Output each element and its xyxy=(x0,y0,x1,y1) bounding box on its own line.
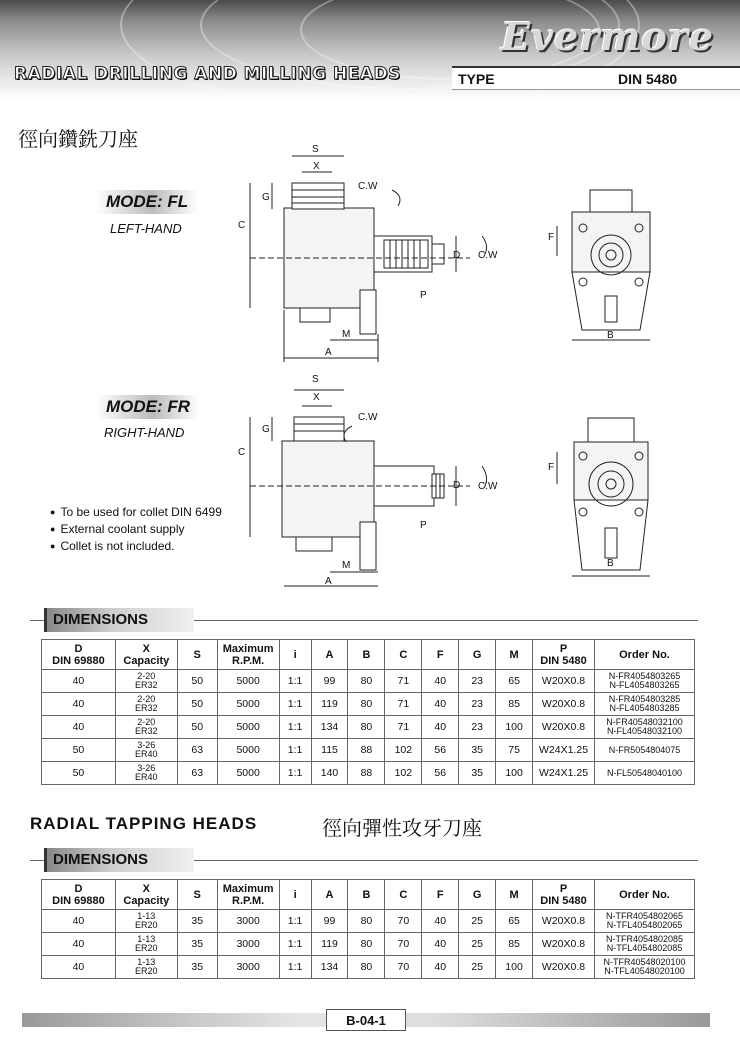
col-c: C xyxy=(385,880,422,910)
dim-x-fr: X xyxy=(313,392,320,403)
dim-a-fl: A xyxy=(325,347,332,358)
dim-p-fl: P xyxy=(420,290,427,301)
col-x: X Capacity xyxy=(115,880,177,910)
col-s: S xyxy=(177,640,217,670)
dimensions-heading-2: DIMENSIONS xyxy=(44,848,194,872)
table-row: 40 2-20 ER32 50 5000 1:1 119 80 71 40 23 85 W20X0.8 N-FR4054803285 N-FL4054803285 xyxy=(42,693,695,716)
dim-c-fl: C xyxy=(238,220,246,231)
dim-cw2-fr: C.W xyxy=(478,481,498,492)
table-row: 40 2-20 ER32 50 5000 1:1 134 80 71 40 23 100 W20X0.8 N-FR40548032100 N-FL40548032100 xyxy=(42,716,695,739)
col-p: P DIN 5480 xyxy=(533,640,595,670)
col-g: G xyxy=(459,640,496,670)
type-label: TYPE xyxy=(458,71,495,87)
dimensions-heading: DIMENSIONS xyxy=(44,608,194,632)
dimensions-table-1 xyxy=(41,639,695,785)
dim-f-fr: F xyxy=(548,462,555,473)
notes-list xyxy=(50,504,222,555)
col-x: X Capacity xyxy=(115,640,177,670)
dim-p-fr: P xyxy=(420,520,427,531)
dim-c-fr: C xyxy=(238,447,246,458)
col-i: i xyxy=(279,880,311,910)
dim-m-fl: M xyxy=(342,329,351,340)
col-p: P DIN 5480 xyxy=(533,880,595,910)
dim-cw1-fr: C.W xyxy=(358,412,378,423)
dim-x-fl: X xyxy=(313,161,320,172)
dim-b-fl: B xyxy=(607,330,614,341)
dim-cw1-fl: C.W xyxy=(358,181,378,192)
mode-fr-sub: RIGHT-HAND xyxy=(104,425,185,440)
fl-front-view xyxy=(557,190,650,340)
col-f: F xyxy=(422,640,459,670)
dim-cw2-fl: C.W xyxy=(478,250,498,261)
dim-s-fr: S xyxy=(312,374,319,385)
table-row: 40 1-13 ER20 35 3000 1:1 99 80 70 40 25 65 W20X0.8 N-TFR4054802065 N-TFL4054802065 xyxy=(42,910,695,933)
col-m: M xyxy=(496,880,533,910)
col-b: B xyxy=(348,640,385,670)
col-d: D DIN 69880 xyxy=(42,640,116,670)
dim-a-fr: A xyxy=(325,576,332,587)
col-a: A xyxy=(311,880,348,910)
fr-front-view xyxy=(557,418,650,576)
col-b: B xyxy=(348,880,385,910)
section2-title: RADIAL TAPPING HEADS xyxy=(30,814,258,833)
col-m: M xyxy=(496,640,533,670)
dim-d-fl: D xyxy=(453,250,461,261)
dim-g-fl: G xyxy=(262,192,270,203)
col-d: D DIN 69880 xyxy=(42,880,116,910)
col-g: G xyxy=(459,880,496,910)
dim-g-fr: G xyxy=(262,424,270,435)
table-row: 50 3-26 ER40 63 5000 1:1 140 88 102 56 35 100 W24X1.25 N-FL50548040100 xyxy=(42,762,695,785)
col-a: A xyxy=(311,640,348,670)
dim-m-fr: M xyxy=(342,560,351,571)
dim-b-fr: B xyxy=(607,558,614,569)
col-f: F xyxy=(422,880,459,910)
col-order: Order No. xyxy=(595,640,695,670)
col-order: Order No. xyxy=(594,880,694,910)
dimensions-table-2 xyxy=(41,879,695,979)
col-rpm: Maximum R.P.M. xyxy=(217,640,279,670)
note-item: ● To be used for collet DIN 6499 xyxy=(50,504,222,521)
table-row: 50 3-26 ER40 63 5000 1:1 115 88 102 56 35 75 W24X1.25 N-FR5054804075 xyxy=(42,739,695,762)
note-item: ● External coolant supply xyxy=(50,521,222,538)
mode-fl-sub: LEFT-HAND xyxy=(110,221,182,236)
table-row: 40 1-13 ER20 35 3000 1:1 134 80 70 40 25 100 W20X0.8 N-TFR40548020100 N-TFL40548020100 xyxy=(42,956,695,979)
dim-s-fl: S xyxy=(312,144,319,155)
dim-d-fr: D xyxy=(453,480,461,491)
table-header-row xyxy=(42,880,695,910)
table-row: 40 2-20 ER32 50 5000 1:1 99 80 71 40 23 65 W20X0.8 N-FR4054803265 N-FL4054803265 xyxy=(42,670,695,693)
note-item: ● Collet is not included. xyxy=(50,538,222,555)
mode-fr-label: MODE: FR xyxy=(96,395,200,419)
chinese-title: 徑向鑽銑刀座 xyxy=(18,127,138,151)
mode-fl-label: MODE: FL xyxy=(96,190,198,214)
page-number: B-04-1 xyxy=(326,1009,406,1031)
brand-logo: Evermore xyxy=(501,14,714,59)
page-title: RADIAL DRILLING AND MILLING HEADS xyxy=(14,64,401,84)
col-s: S xyxy=(177,880,217,910)
type-value: DIN 5480 xyxy=(618,71,678,87)
section2-chinese-title: 徑向彈性攻牙刀座 xyxy=(322,816,482,840)
col-i: i xyxy=(279,640,311,670)
table-row: 40 1-13 ER20 35 3000 1:1 119 80 70 40 25 85 W20X0.8 N-TFR4054802085 N-TFL4054802085 xyxy=(42,933,695,956)
col-c: C xyxy=(385,640,422,670)
dim-f-fl: F xyxy=(548,232,555,243)
table-header-row xyxy=(42,640,695,670)
col-rpm: Maximum R.P.M. xyxy=(217,880,279,910)
